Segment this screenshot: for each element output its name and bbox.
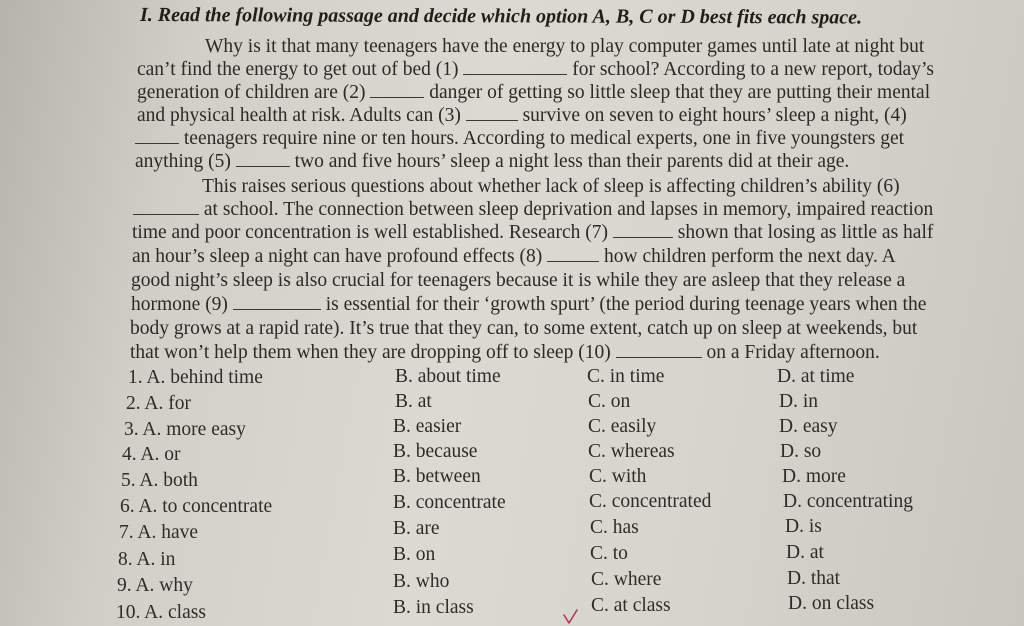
- option-4-d[interactable]: D. so: [780, 441, 822, 462]
- answer-blank-1[interactable]: [463, 60, 567, 75]
- option-7-a[interactable]: 7. A. have: [119, 522, 199, 543]
- passage-text: on a Friday afternoon.: [706, 342, 880, 363]
- passage-text: two and five hours’ sleep a night less than their parents did at their age.: [294, 151, 850, 172]
- passage-text: can’t find the energy to get out of bed (1): [137, 59, 459, 80]
- passage-text: an hour’s sleep a night can have profound effects (8): [132, 246, 543, 267]
- passage-text: Why is it that many teenagers have the energy to play computer games until late at night but: [205, 36, 925, 57]
- passage-line: [132, 246, 896, 268]
- option-6-a[interactable]: 6. A. to concentrate: [120, 496, 273, 517]
- option-2-c[interactable]: C. on: [588, 391, 631, 412]
- answer-blank-8[interactable]: [547, 247, 599, 262]
- passage-text: anything (5): [135, 151, 231, 172]
- answer-blank-5[interactable]: [236, 152, 290, 167]
- option-7-d[interactable]: D. is: [785, 516, 822, 537]
- option-9-b[interactable]: B. who: [393, 571, 450, 592]
- option-3-d[interactable]: D. easy: [779, 416, 838, 437]
- answer-blank-10[interactable]: [616, 343, 702, 358]
- passage-line: [137, 59, 934, 81]
- passage-text: survive on seven to eight hours’ sleep a night, (4): [522, 105, 907, 126]
- answer-blank-7[interactable]: [613, 223, 673, 238]
- option-4-b[interactable]: B. because: [393, 441, 478, 462]
- passage-text: how children perform the next day. A: [604, 246, 896, 267]
- option-9-a[interactable]: 9. A. why: [117, 575, 193, 596]
- passage-text: body grows at a rapid rate). It’s true that they can, to some extent, catch up on sleep at weekends, but: [130, 318, 918, 339]
- option-4-a[interactable]: 4. A. or: [122, 444, 181, 465]
- passage-line: [137, 82, 930, 104]
- exercise-heading: I. Read the following passage and decide which option A, B, C or D best fits each space.: [139, 4, 863, 29]
- passage-text: for school? According to a new report, today’s: [572, 59, 934, 80]
- option-7-b[interactable]: B. are: [393, 518, 440, 539]
- passage-text: hormone (9): [131, 294, 228, 315]
- option-5-b[interactable]: B. between: [393, 466, 481, 487]
- answer-blank-2[interactable]: [370, 83, 424, 98]
- passage-text: generation of children are (2): [137, 82, 366, 103]
- passage-line: [133, 199, 933, 221]
- option-3-c[interactable]: C. easily: [588, 416, 657, 437]
- passage-line: [131, 294, 926, 316]
- passage-line: [137, 105, 907, 127]
- passage-line: [131, 270, 905, 292]
- option-6-d[interactable]: D. concentrating: [783, 491, 913, 512]
- passage-line: [205, 36, 924, 58]
- option-1-b[interactable]: B. about time: [395, 366, 501, 387]
- option-2-b[interactable]: B. at: [395, 391, 432, 412]
- passage-line: [130, 318, 917, 340]
- passage-line: [135, 151, 849, 173]
- option-8-b[interactable]: B. on: [393, 544, 436, 565]
- passage-text: and physical health at risk. Adults can (3): [137, 105, 461, 126]
- option-6-b[interactable]: B. concentrate: [393, 492, 506, 513]
- answer-blank-6[interactable]: [133, 200, 199, 215]
- option-9-c[interactable]: C. where: [591, 569, 662, 590]
- option-8-a[interactable]: 8. A. in: [118, 549, 176, 570]
- option-10-a[interactable]: 10. A. class: [116, 602, 206, 623]
- option-2-a[interactable]: 2. A. for: [126, 393, 191, 414]
- answer-blank-9[interactable]: [233, 295, 321, 310]
- option-5-c[interactable]: C. with: [589, 466, 647, 487]
- handwritten-check-mark-icon: [562, 607, 580, 625]
- passage-line: [132, 222, 933, 244]
- option-1-a[interactable]: 1. A. behind time: [128, 367, 263, 388]
- option-4-c[interactable]: C. whereas: [588, 441, 675, 462]
- passage-text: time and poor concentration is well established. Research (7): [132, 222, 608, 243]
- option-5-d[interactable]: D. more: [782, 466, 846, 487]
- option-8-d[interactable]: D. at: [786, 542, 824, 563]
- passage-line: [202, 176, 900, 198]
- passage-text: at school. The connection between sleep deprivation and lapses in memory, impaired reaction: [203, 199, 934, 220]
- passage-line: [135, 128, 904, 150]
- answer-blank-3[interactable]: [466, 106, 518, 121]
- passage-text: shown that losing as little as half: [677, 222, 934, 243]
- option-1-d[interactable]: D. at time: [777, 366, 855, 387]
- option-9-d[interactable]: D. that: [787, 568, 841, 589]
- passage-text: danger of getting so little sleep that they are putting their mental: [429, 82, 931, 103]
- passage-text: is essential for their ‘growth spurt’ (the period during teenage years when the: [325, 294, 927, 315]
- passage-text: This raises serious questions about whether lack of sleep is affecting children’s ability (6): [202, 176, 900, 197]
- passage-line: [130, 342, 880, 364]
- option-1-c[interactable]: C. in time: [587, 366, 665, 387]
- option-6-c[interactable]: C. concentrated: [589, 491, 712, 512]
- answer-blank-4[interactable]: [135, 129, 179, 144]
- option-2-d[interactable]: D. in: [779, 391, 818, 412]
- passage-text: that won’t help them when they are dropping off to sleep (10): [130, 342, 611, 363]
- option-3-a[interactable]: 3. A. more easy: [124, 419, 246, 440]
- option-7-c[interactable]: C. has: [590, 517, 639, 538]
- passage-text: good night’s sleep is also crucial for teenagers because it is while they are asleep that they release a: [131, 270, 906, 291]
- option-10-d[interactable]: D. on class: [788, 593, 875, 614]
- option-10-b[interactable]: B. in class: [393, 597, 474, 618]
- option-8-c[interactable]: C. to: [590, 543, 628, 564]
- option-5-a[interactable]: 5. A. both: [121, 470, 198, 491]
- option-3-b[interactable]: B. easier: [393, 416, 462, 437]
- passage-text: teenagers require nine or ten hours. According to medical experts, one in five youngsters get: [183, 128, 905, 149]
- option-10-c[interactable]: C. at class: [591, 595, 671, 616]
